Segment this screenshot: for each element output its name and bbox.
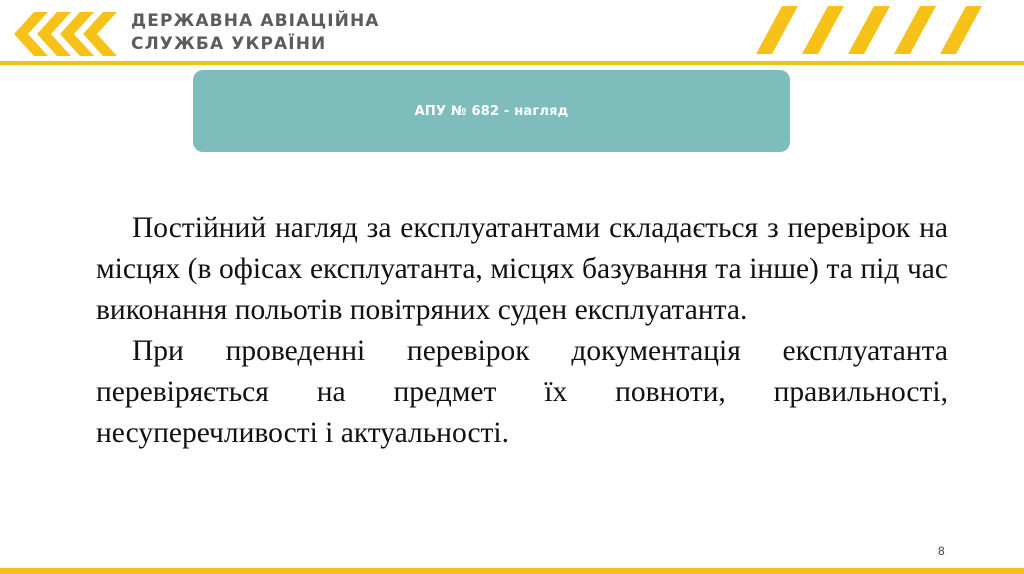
slide-body xyxy=(96,208,948,454)
page-number: 8 xyxy=(938,544,945,558)
header-divider xyxy=(0,61,1024,65)
diagonal-stripes-icon xyxy=(756,6,988,54)
slide-title: АПУ № 682 - нагляд xyxy=(414,103,569,119)
chevron-arrows-icon xyxy=(14,12,118,56)
org-name xyxy=(131,10,380,56)
org-name-line-1: ДЕРЖАВНА АВІАЦІЙНА xyxy=(131,11,380,31)
paragraph-1: Постійний нагляд за експлуатантами складається з перевірок на місцях (в офісах експлуатанта, місцях базування та інше) та під час виконання польотів повітряних суден експлуатанта. xyxy=(96,212,948,326)
paragraph-2: При проведенні перевірок документація експлуатанта перевіряється на предмет їх повноти, правильності, несуперечливості і актуальності. xyxy=(96,335,948,449)
footer-divider xyxy=(0,568,1024,574)
org-name-line-2: СЛУЖБА УКРАЇНИ xyxy=(131,34,327,54)
slide-title-box xyxy=(193,70,790,152)
